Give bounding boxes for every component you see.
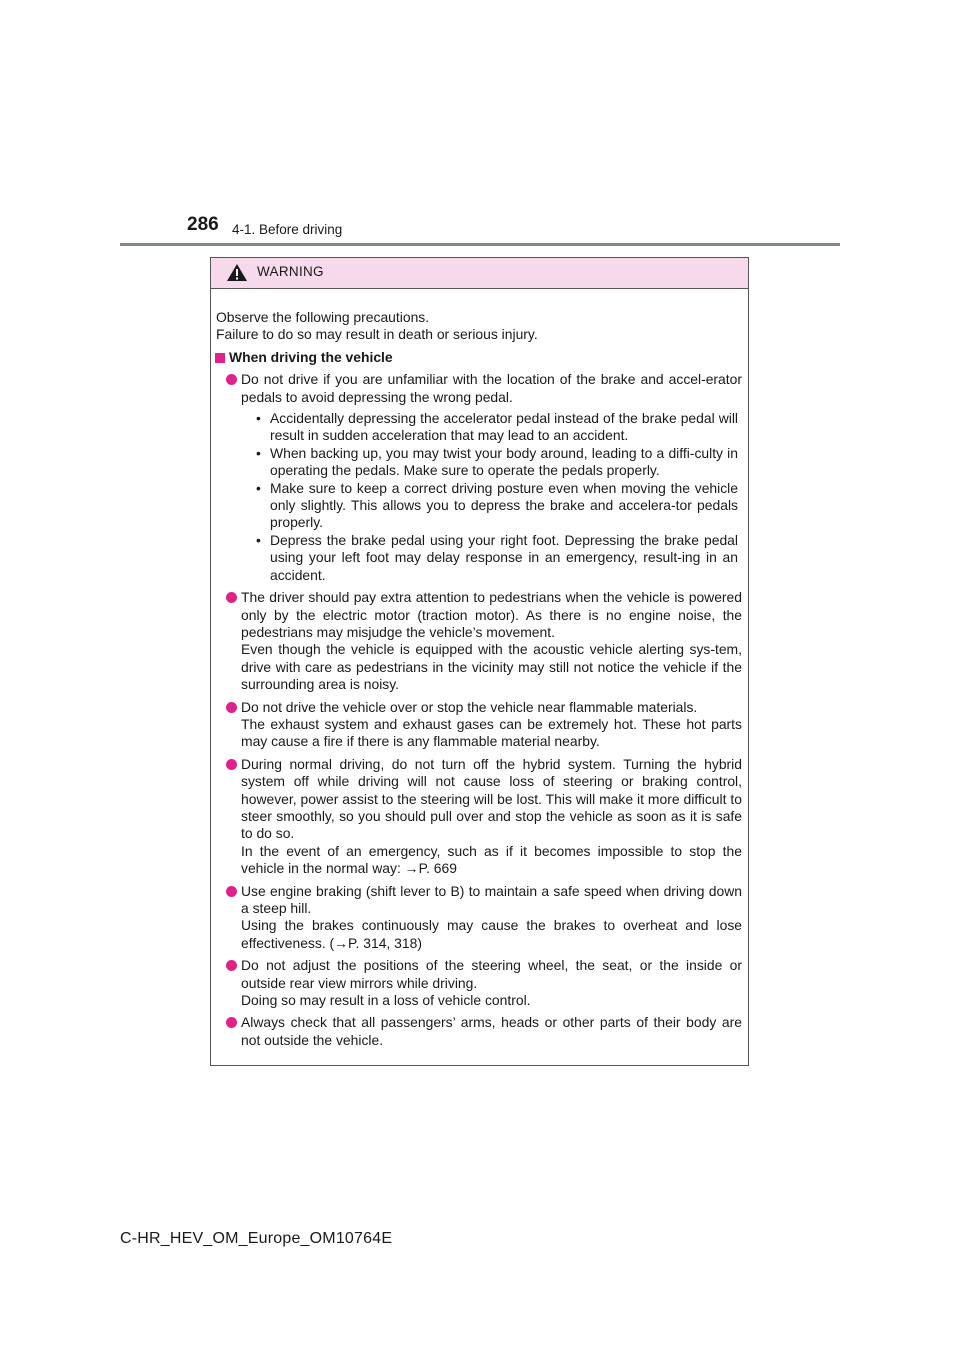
warning-box — [210, 257, 749, 1066]
bullet-dot-icon — [226, 960, 237, 971]
section-title: 4-1. Before driving — [232, 222, 343, 237]
list-item — [241, 883, 742, 953]
list-item-text: In the event of an emergency, such as if it becomes impossible to stop the vehicle in the normal way: →P. 669 — [241, 842, 742, 877]
bullet-dot-icon — [226, 592, 237, 603]
sub-list-item: • Accidentally depressing the accelerator pedal instead of the brake pedal will result in sudden acceleration that may lead to an accident. — [256, 410, 738, 445]
sub-list-item: • When backing up, you may twist your body around, leading to a diffi-culty in operating the pedals. Make sure to operate the pedals properly. — [256, 445, 738, 480]
list-item — [241, 756, 742, 878]
bullet-dot-icon — [226, 374, 237, 385]
sub-list-item: • Make sure to keep a correct driving posture even when moving the vehicle only slightly. This allows you to depress the brake and accelera-tor pedals properly. — [256, 480, 738, 532]
warning-label: WARNING — [257, 264, 324, 279]
list-item-text: Using the brakes continuously may cause the brakes to overheat and lose effectiveness. (→P. 314, 318) — [241, 917, 742, 951]
warning-body — [211, 289, 748, 1049]
bullet-dot-icon — [226, 886, 237, 897]
warning-triangle-icon — [226, 263, 248, 282]
list-item — [241, 371, 742, 406]
list-item-text: The driver should pay extra attention to pedestrians when the vehicle is powered only by the electric motor (traction motor). As there is no engine noise, the pedestrians may misjudge the vehicle’s movement. — [241, 589, 742, 640]
sub-list — [256, 410, 738, 584]
list-item — [241, 1014, 742, 1049]
list-item-text: Even though the vehicle is equipped with the acoustic vehicle alerting sys-tem, drive with care as pedestrians in the vicinity may still not notice the vehicle if the surrounding area is noisy. — [241, 641, 742, 693]
list-item-text: Doing so may result in a loss of vehicle control. — [241, 992, 531, 1009]
list-item — [241, 589, 742, 693]
intro-line: Observe the following precautions. — [216, 309, 430, 325]
list-item — [241, 957, 742, 1009]
sub-list-item: • Depress the brake pedal using your right foot. Depressing the brake pedal using your left foot may delay response in an emergency, result-ing in an accident. — [256, 532, 738, 584]
subheading-text: When driving the vehicle — [229, 348, 393, 365]
bullet-dot-icon — [226, 1017, 237, 1028]
list-item — [241, 699, 742, 751]
warning-header — [211, 258, 748, 289]
list-item-text: Use engine braking (shift lever to B) to maintain a safe speed when driving down a steep hill. — [241, 882, 742, 916]
list-item-text: Always check that all passengers’ arms, heads or other parts of their body are not outside the vehicle. — [241, 1014, 742, 1048]
document-id: C-HR_HEV_OM_Europe_OM10764E — [120, 1230, 393, 1247]
list-item-text: Do not drive the vehicle over or stop the vehicle near flammable materials. — [241, 698, 698, 715]
bullet-dot-icon — [226, 759, 237, 770]
header-rule — [120, 243, 840, 246]
list-item-text: Do not adjust the positions of the steering wheel, the seat, or the inside or outside rear view mirrors while driving. — [241, 957, 742, 991]
page-number: 286 — [187, 214, 219, 235]
list-item-text: Do not drive if you are unfamiliar with the location of the brake and accel-erator pedals to avoid depressing the wrong pedal. — [241, 371, 742, 405]
intro-text — [216, 309, 742, 344]
square-bullet-icon — [215, 353, 225, 363]
intro-line: Failure to do so may result in death or serious injury. — [216, 326, 538, 343]
list-item-text: The exhaust system and exhaust gases can be extremely hot. These hot parts may cause a fire if there is any flammable material nearby. — [241, 715, 742, 750]
subheading — [215, 349, 742, 366]
list-item-text: During normal driving, do not turn off the hybrid system. Turning the hybrid system off while driving will not cause loss of steering or braking control, however, power assist to the steering will be lost. This will make it more difficult to steer smoothly, so you should pull over and stop the vehicle as soon as it is safe to do so. — [241, 755, 742, 842]
bullet-dot-icon — [226, 702, 237, 713]
